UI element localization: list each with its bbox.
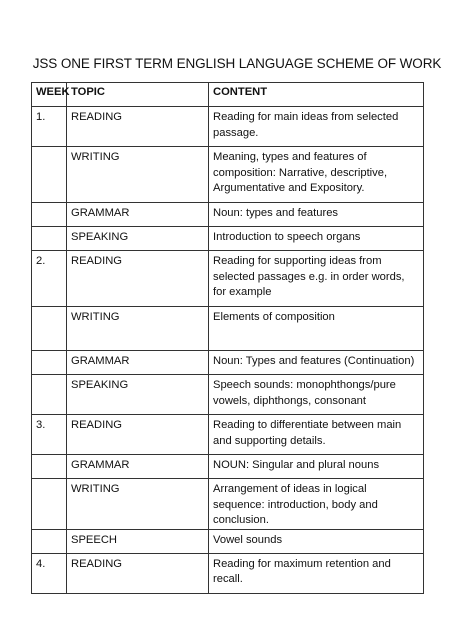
week-cell: [32, 227, 67, 251]
topic-cell: READING: [67, 553, 209, 593]
page-title: JSS ONE FIRST TERM ENGLISH LANGUAGE SCHEME OF WORK: [32, 56, 442, 71]
week-cell: 4.: [32, 553, 67, 593]
table-row: [32, 147, 424, 203]
table-row: [32, 375, 424, 415]
scheme-of-work-table: [31, 82, 424, 594]
topic-cell: READING: [67, 251, 209, 307]
table-row: [32, 553, 424, 593]
week-cell: 3.: [32, 415, 67, 455]
topic-cell: GRAMMAR: [67, 351, 209, 375]
content-cell: NOUN: Singular and plural nouns: [209, 455, 424, 479]
content-cell: Arrangement of ideas in logical sequence: introduction, body and conclusion.: [209, 479, 424, 530]
content-cell: Reading for main ideas from selected passage.: [209, 107, 424, 147]
content-cell: Introduction to speech organs: [209, 227, 424, 251]
topic-cell: WRITING: [67, 479, 209, 530]
week-cell: 2.: [32, 251, 67, 307]
table-row: [32, 227, 424, 251]
content-cell: Reading to differentiate between main and supporting details.: [209, 415, 424, 455]
topic-cell: SPEAKING: [67, 375, 209, 415]
table-row: [32, 251, 424, 307]
week-cell: [32, 479, 67, 530]
topic-cell: WRITING: [67, 307, 209, 351]
topic-cell: WRITING: [67, 147, 209, 203]
table-row: [32, 107, 424, 147]
content-cell: Elements of composition: [209, 307, 424, 351]
header-week: WEEK: [32, 83, 67, 107]
topic-cell: SPEECH: [67, 529, 209, 553]
content-cell: Noun: Types and features (Continuation): [209, 351, 424, 375]
content-cell: Reading for maximum retention and recall.: [209, 553, 424, 593]
week-cell: [32, 307, 67, 351]
table-header-row: [32, 83, 424, 107]
table-row: [32, 351, 424, 375]
content-cell: Noun: types and features: [209, 203, 424, 227]
content-cell: Speech sounds: monophthongs/pure vowels, diphthongs, consonant: [209, 375, 424, 415]
content-cell: Vowel sounds: [209, 529, 424, 553]
table-row: [32, 307, 424, 351]
week-cell: [32, 147, 67, 203]
content-cell: Reading for supporting ideas from selected passages e.g. in order words, for example: [209, 251, 424, 307]
content-cell: Meaning, types and features of composition: Narrative, descriptive, Argumentative and Expository.: [209, 147, 424, 203]
table-row: [32, 479, 424, 530]
week-cell: [32, 375, 67, 415]
header-topic: TOPIC: [67, 83, 209, 107]
topic-cell: GRAMMAR: [67, 203, 209, 227]
topic-cell: READING: [67, 107, 209, 147]
table-row: [32, 203, 424, 227]
table-row: [32, 455, 424, 479]
table-row: [32, 529, 424, 553]
week-cell: 1.: [32, 107, 67, 147]
topic-cell: GRAMMAR: [67, 455, 209, 479]
week-cell: [32, 455, 67, 479]
topic-cell: READING: [67, 415, 209, 455]
week-cell: [32, 529, 67, 553]
header-content: CONTENT: [209, 83, 424, 107]
topic-cell: SPEAKING: [67, 227, 209, 251]
week-cell: [32, 203, 67, 227]
week-cell: [32, 351, 67, 375]
table-row: [32, 415, 424, 455]
